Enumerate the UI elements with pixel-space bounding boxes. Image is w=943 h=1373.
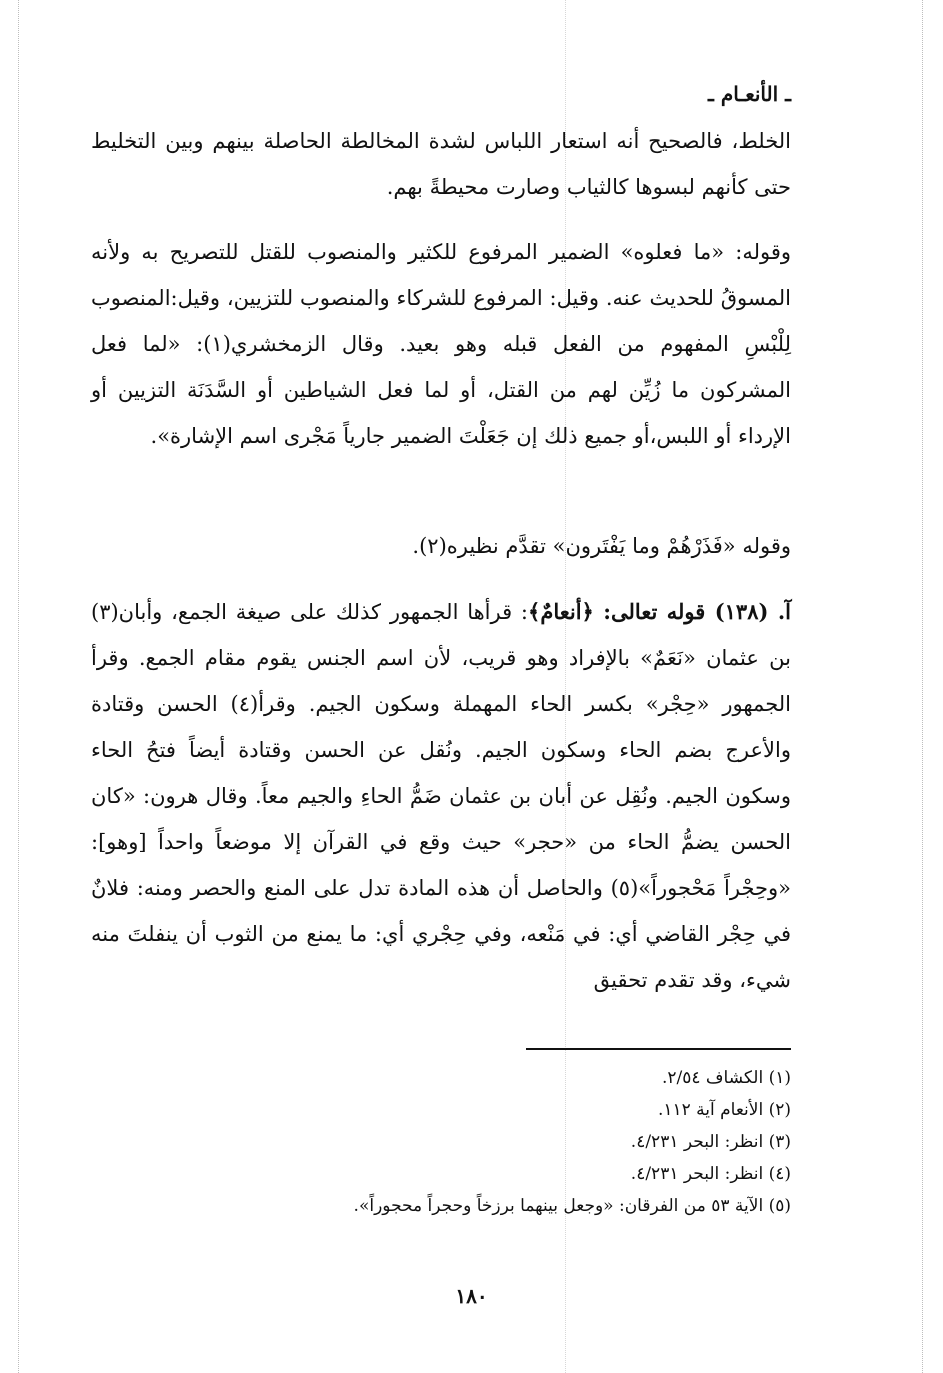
paragraph-text (91, 589, 791, 1003)
paragraph-text: وقوله: «ما فعلوه» الضمير المرفوع للكثير والمنصوب للقتل للتصريح به ولأنه المسوقُ للحديث عنه. وقيل: المرفوع للشركاء والمنصوب للتزيين، وقيل:المنصوب لِلْبْسِ المفهوم من الفعل قبله وهو بعيد. وقال الزمخشري(١): «لما فعل المشركون ما زُيِّن لهم من القتل، أو لما فعل الشياطين أو السَّدَنَة التزيين أو الإرداء أو اللبس،أو جميع ذلك إن جَعَلْتَ الضمير جارياً مَجْرى اسم الإشارة». (91, 240, 791, 448)
footnote-item: (٥) الآية ٥٣ من الفرقان: «وجعل بينهما برزخاً وحجراً محجوراً». (353, 1196, 791, 1216)
running-header: ـ الأنعـام ـ (708, 82, 791, 106)
paragraph-fadharhum (91, 523, 791, 569)
scan-edge-left (18, 0, 19, 1373)
footnote-separator (526, 1048, 791, 1050)
verse-heading: آ. (١٣٨) قوله تعالى: ﴿أنعامٌ﴾ (528, 599, 791, 624)
scan-edge-right (922, 0, 923, 1373)
footnote-item: (٤) انظر: البحر ٤/٢٣١. (630, 1164, 791, 1184)
paragraph-text: وقوله «فَذَرْهُمْ وما يَفْتَرون» تقدَّم نظيره(٢). (412, 534, 791, 558)
page-number: ١٨٠ (455, 1284, 488, 1308)
paragraph-verse-138 (91, 589, 791, 1003)
paragraph-continuation (91, 118, 791, 210)
footnote-item: (١) الكشاف ٢/٥٤. (661, 1068, 791, 1088)
footnote-item: (٢) الأنعام آية ١١٢. (657, 1100, 791, 1120)
paragraph-text: الخلط، فالصحيح أنه استعار اللباس لشدة المخالطة الحاصلة بينهم وبين التخليط حتى كأنهم لبسوها كالثياب وصارت محيطةً بهم. (91, 129, 791, 199)
verse-commentary: : قرأها الجمهور كذلك على صيغة الجمع، وأبان(٣) بن عثمان «نَعَمٌ» بالإفراد وهو قريب، لأن اسم الجنس يقوم مقام الجمع. وقرأ الجمهور «حِجْر» بكسر الحاء المهملة وسكون الجيم. وقرأ(٤) الحسن وقتادة والأعرج بضم الحاء وسكون الجيم. ونُقل عن الحسن وقتادة أيضاً فتحُ الحاء وسكون الجيم. ونُقِل عن أبان بن عثمان ضَمُّ الحاءِ والجيم معاً. وقال هرون: «كان الحسن يضمُّ الحاء من «حجر» حيث وقع في القرآن إلا موضعاً واحداً [وهو]: «وحِجْراً مَحْجوراً»(٥) والحاصل أن هذه المادة تدل على المنع والحصر ومنه: فلانٌ في حِجْر القاضي أي: في مَنْعه، وفي حِجْري أي: ما يمنع من الثوب أن ينفلتَ منه شيء، وقد تقدم تحقيق (91, 600, 791, 992)
footnotes-list (91, 1062, 791, 1222)
paragraph-fa3aluhu (91, 229, 791, 459)
footnote-item: (٣) انظر: البحر ٤/٢٣١. (630, 1132, 791, 1152)
